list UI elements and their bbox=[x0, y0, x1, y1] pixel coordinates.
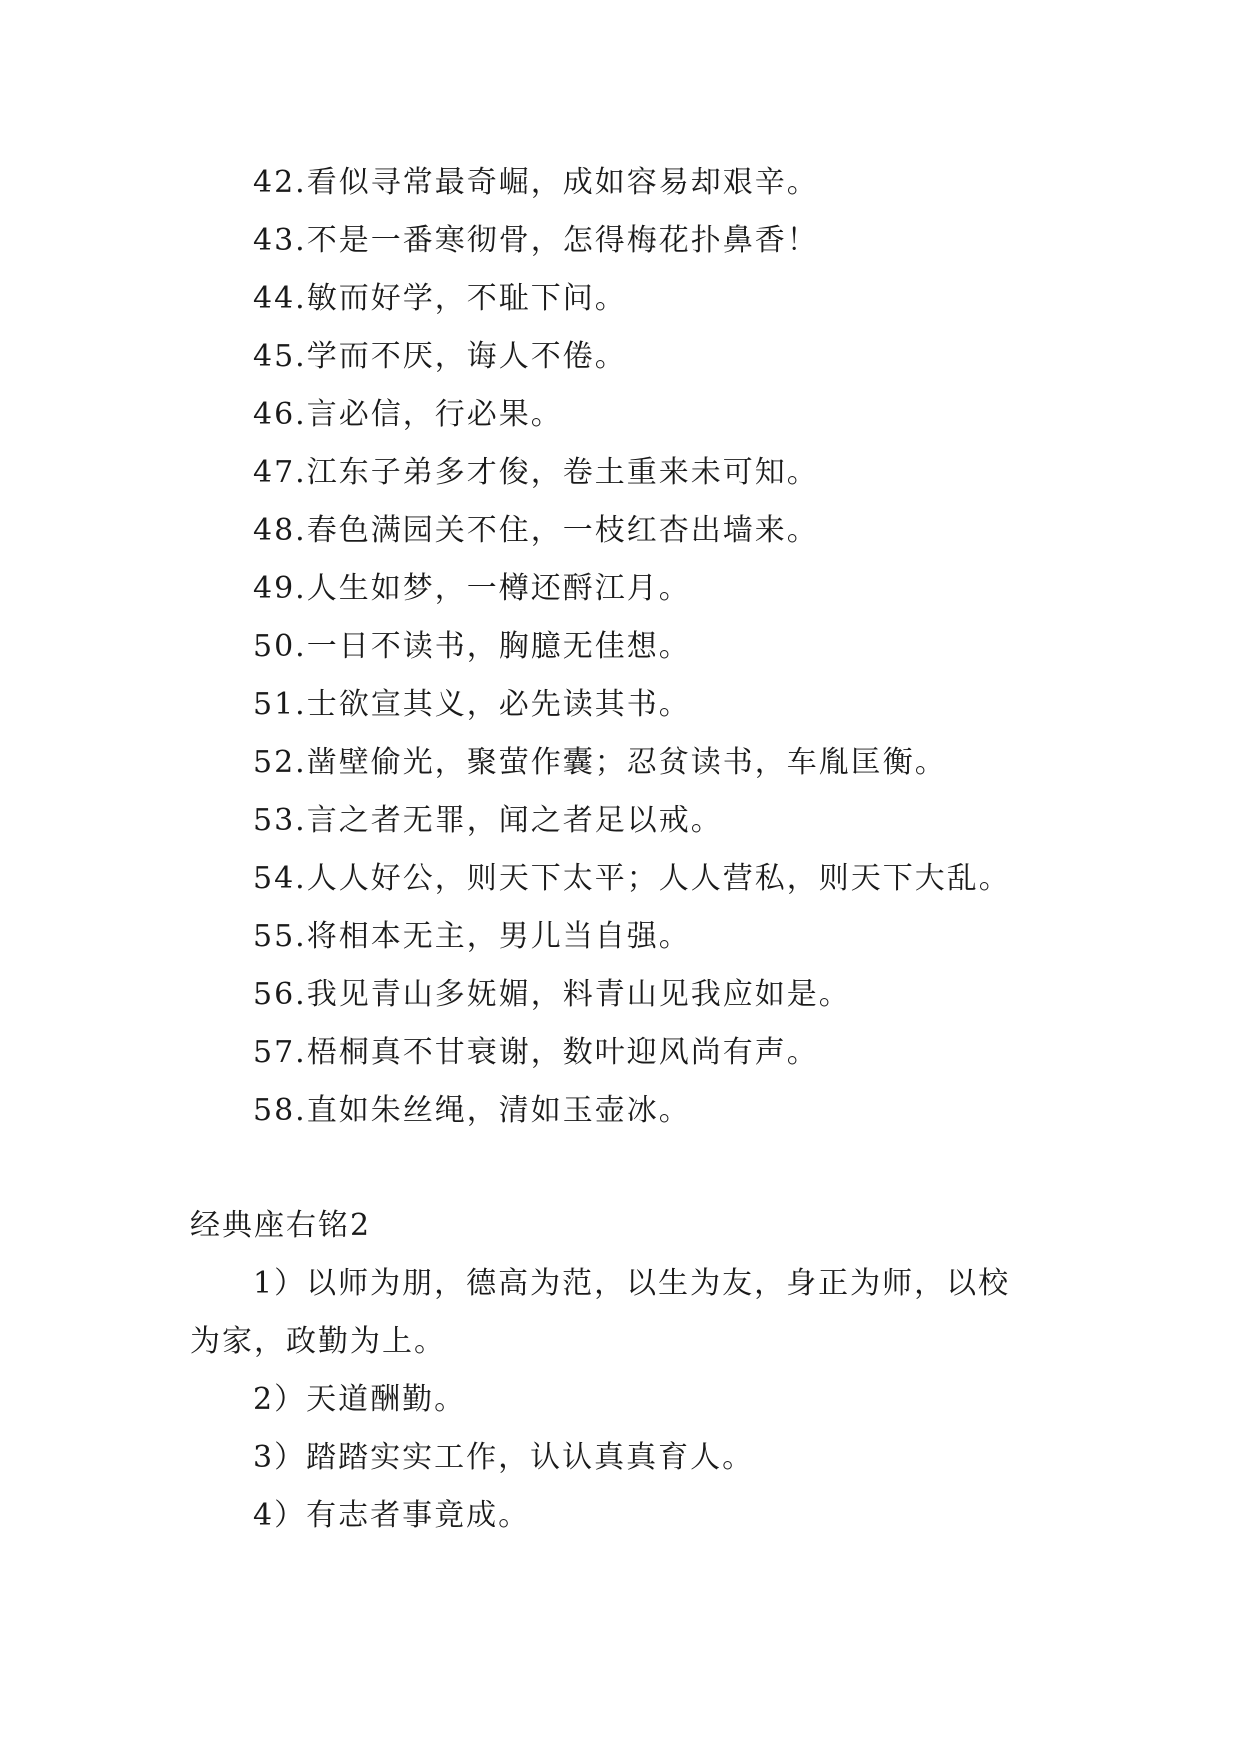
quote-44: 44.敏而好学，不耻下问。 bbox=[253, 281, 627, 316]
quote-52: 52.凿壁偷光，聚萤作囊；忍贫读书，车胤匡衡。 bbox=[253, 745, 947, 780]
quote-54: 54.人人好公，则天下太平；人人营私，则天下大乱。 bbox=[253, 861, 1011, 896]
quote-48: 48.春色满园关不住，一枝红杏出墙来。 bbox=[253, 513, 819, 548]
quote-42: 42.看似寻常最奇崛，成如容易却艰辛。 bbox=[253, 165, 819, 200]
motto-item-1-line-1: 1）以师为朋，德高为范，以生为友，身正为师，以校 bbox=[253, 1266, 1011, 1301]
quote-47: 47.江东子弟多才俊，卷土重来未可知。 bbox=[253, 455, 819, 490]
motto-item-1-line-2: 为家，政勤为上。 bbox=[190, 1324, 446, 1359]
quote-56: 56.我见青山多妩媚，料青山见我应如是。 bbox=[253, 977, 851, 1012]
quote-57: 57.梧桐真不甘衰谢，数叶迎风尚有声。 bbox=[253, 1035, 819, 1070]
quote-46: 46.言必信，行必果。 bbox=[253, 397, 563, 432]
motto-item-4: 4）有志者事竟成。 bbox=[253, 1498, 531, 1533]
section-heading: 经典座右铭2 bbox=[190, 1208, 372, 1243]
quote-55: 55.将相本无主，男儿当自强。 bbox=[253, 919, 691, 954]
quote-43: 43.不是一番寒彻骨，怎得梅花扑鼻香！ bbox=[253, 223, 819, 258]
quote-53: 53.言之者无罪，闻之者足以戒。 bbox=[253, 803, 723, 838]
motto-item-3: 3）踏踏实实工作，认认真真育人。 bbox=[253, 1440, 755, 1475]
motto-item-2: 2）天道酬勤。 bbox=[253, 1382, 467, 1417]
quote-51: 51.士欲宣其义，必先读其书。 bbox=[253, 687, 691, 722]
quote-50: 50.一日不读书，胸臆无佳想。 bbox=[253, 629, 691, 664]
quote-58: 58.直如朱丝绳，清如玉壶冰。 bbox=[253, 1093, 691, 1128]
quote-49: 49.人生如梦，一樽还酹江月。 bbox=[253, 571, 691, 606]
quote-45: 45.学而不厌，诲人不倦。 bbox=[253, 339, 627, 374]
